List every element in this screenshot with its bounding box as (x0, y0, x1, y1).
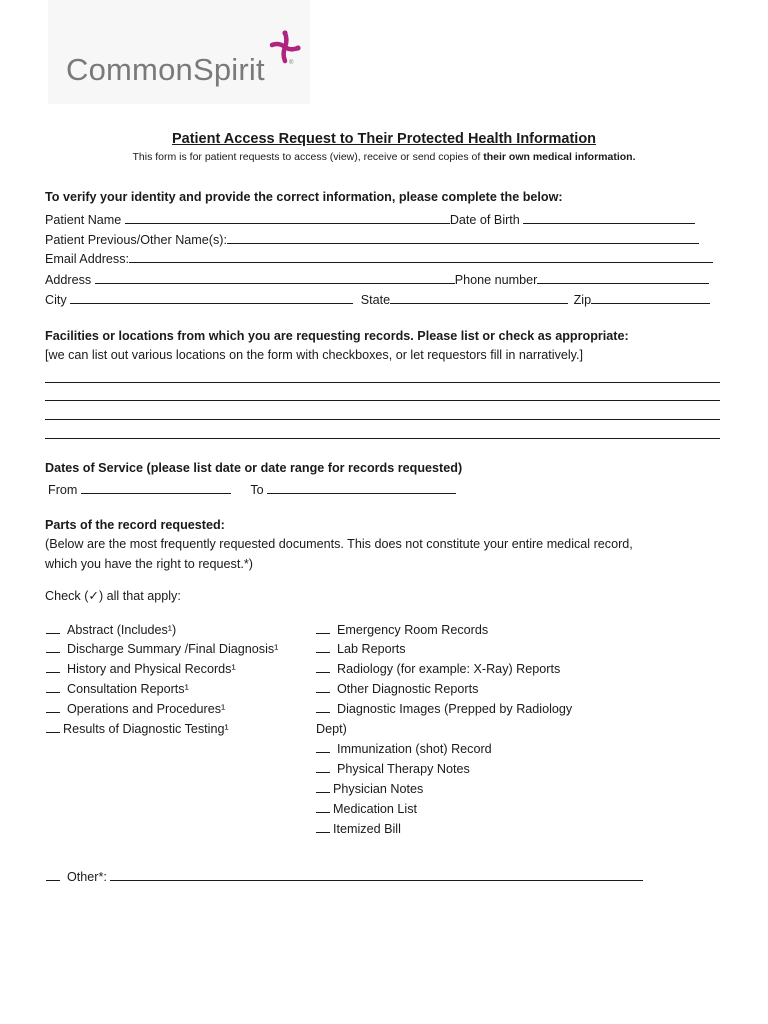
email-field[interactable] (129, 250, 713, 263)
page-title: Patient Access Request to Their Protected Health Information (171, 131, 597, 147)
identity-heading: To verify your identity and provide the correct information, please complete the below: (45, 190, 563, 204)
item-label: Lab Reports (337, 642, 406, 656)
checklist-item[interactable] (46, 642, 278, 656)
email-label: Email Address: (45, 252, 129, 266)
checklist-item[interactable] (316, 822, 401, 836)
city-row (45, 291, 710, 307)
check-blank[interactable] (316, 642, 330, 653)
from-field[interactable] (81, 481, 231, 494)
check-blank[interactable] (316, 822, 330, 833)
checklist-item[interactable] (46, 662, 236, 676)
item-label: Emergency Room Records (337, 623, 489, 637)
dates-row (48, 481, 456, 497)
other-label: Other*: (67, 870, 107, 884)
cross-logo-icon (268, 30, 302, 64)
check-blank[interactable] (316, 662, 330, 673)
checklist-item[interactable] (316, 662, 560, 676)
parts-note-2: which you have the right to request.*) (45, 557, 253, 571)
dob-label: Date of Birth (449, 213, 520, 227)
check-blank[interactable] (46, 870, 60, 881)
checklist-item[interactable] (46, 623, 176, 637)
city-label: City (45, 293, 67, 307)
facilities-line-4[interactable] (45, 438, 720, 439)
patient-name-field[interactable] (125, 211, 450, 224)
parts-heading: Parts of the record requested: (45, 518, 225, 532)
check-blank[interactable] (46, 623, 60, 634)
item-label: Results of Diagnostic Testing¹ (63, 722, 229, 736)
item-label: Physical Therapy Notes (337, 762, 470, 776)
city-field[interactable] (70, 291, 353, 304)
check-instruction: Check (✓) all that apply: (45, 589, 181, 603)
item-label: Operations and Procedures¹ (67, 702, 226, 716)
item-label: Medication List (333, 802, 417, 816)
checklist-item[interactable] (46, 722, 229, 736)
logo-wordmark: CommonSpirit (66, 52, 265, 87)
item-label: Itemized Bill (333, 822, 401, 836)
state-field[interactable] (390, 291, 568, 304)
checklist-item[interactable] (316, 682, 478, 696)
item-label: Consultation Reports¹ (67, 682, 189, 696)
check-blank[interactable] (316, 762, 330, 773)
check-blank[interactable] (316, 802, 330, 813)
patient-name-row (45, 211, 695, 227)
check-blank[interactable] (316, 623, 330, 634)
phone-label: Phone number (454, 273, 538, 287)
phone-field[interactable] (537, 271, 709, 284)
patient-name-label: Patient Name (45, 213, 122, 227)
subtitle-plain: This form is for patient requests to access (view), receive or send copies of (132, 151, 481, 163)
zip-field[interactable] (591, 291, 710, 304)
checklist-item[interactable] (316, 623, 488, 637)
item-label: Discharge Summary /Final Diagnosis¹ (67, 642, 279, 656)
other-names-row (45, 231, 699, 247)
subtitle-bold: their own medical information. (483, 151, 636, 163)
other-names-field[interactable] (227, 231, 699, 244)
facilities-line-1[interactable] (45, 382, 720, 383)
to-field[interactable] (267, 481, 456, 494)
check-blank[interactable] (46, 682, 60, 693)
registered-mark: ® (289, 60, 294, 66)
other-names-label: Patient Previous/Other Name(s): (45, 233, 227, 247)
email-row (45, 250, 713, 266)
checklist-item[interactable] (316, 742, 492, 756)
address-field[interactable] (95, 271, 455, 284)
from-label: From (48, 483, 78, 497)
state-label: State (360, 293, 391, 307)
check-blank[interactable] (316, 702, 330, 713)
facilities-line-2[interactable] (45, 400, 720, 401)
item-label: Other Diagnostic Reports (337, 682, 479, 696)
item-label: Immunization (shot) Record (337, 742, 492, 756)
item-label-continuation: Dept) (316, 722, 347, 736)
address-label: Address (45, 273, 92, 287)
item-label: Diagnostic Images (Prepped by Radiology (337, 702, 573, 716)
checklist-item[interactable] (46, 682, 189, 696)
check-blank[interactable] (316, 782, 330, 793)
check-blank[interactable] (316, 742, 330, 753)
check-blank[interactable] (46, 662, 60, 673)
check-blank[interactable] (46, 642, 60, 653)
check-blank[interactable] (316, 682, 330, 693)
item-label: Physician Notes (333, 782, 424, 796)
checklist-item[interactable] (316, 642, 406, 656)
facilities-note: [we can list out various locations on the form with checkboxes, or let requestors fill in narratively.] (45, 348, 584, 362)
facilities-heading: Facilities or locations from which you are requesting records. Please list or check as appropriate: (45, 329, 629, 343)
checklist-item[interactable] (46, 702, 225, 716)
other-field[interactable] (110, 868, 643, 881)
check-blank[interactable] (46, 722, 60, 733)
to-label: To (250, 483, 264, 497)
dob-field[interactable] (523, 211, 695, 224)
dates-heading: Dates of Service (please list date or date range for records requested) (45, 461, 463, 475)
facilities-line-3[interactable] (45, 419, 720, 420)
checklist-item[interactable] (316, 762, 470, 776)
checklist-item[interactable] (316, 702, 572, 716)
item-label: History and Physical Records¹ (67, 662, 236, 676)
checklist-item[interactable] (316, 802, 417, 816)
other-row[interactable] (46, 868, 643, 884)
item-label: Radiology (for example: X-Ray) Reports (337, 662, 561, 676)
item-label: Abstract (Includes¹) (67, 623, 177, 637)
checklist-item[interactable] (316, 782, 423, 796)
page-subtitle (0, 151, 768, 163)
zip-label: Zip (573, 293, 592, 307)
parts-note-1: (Below are the most frequently requested documents. This does not constitute your entire medical record, (45, 537, 633, 551)
address-row (45, 271, 709, 287)
check-blank[interactable] (46, 702, 60, 713)
